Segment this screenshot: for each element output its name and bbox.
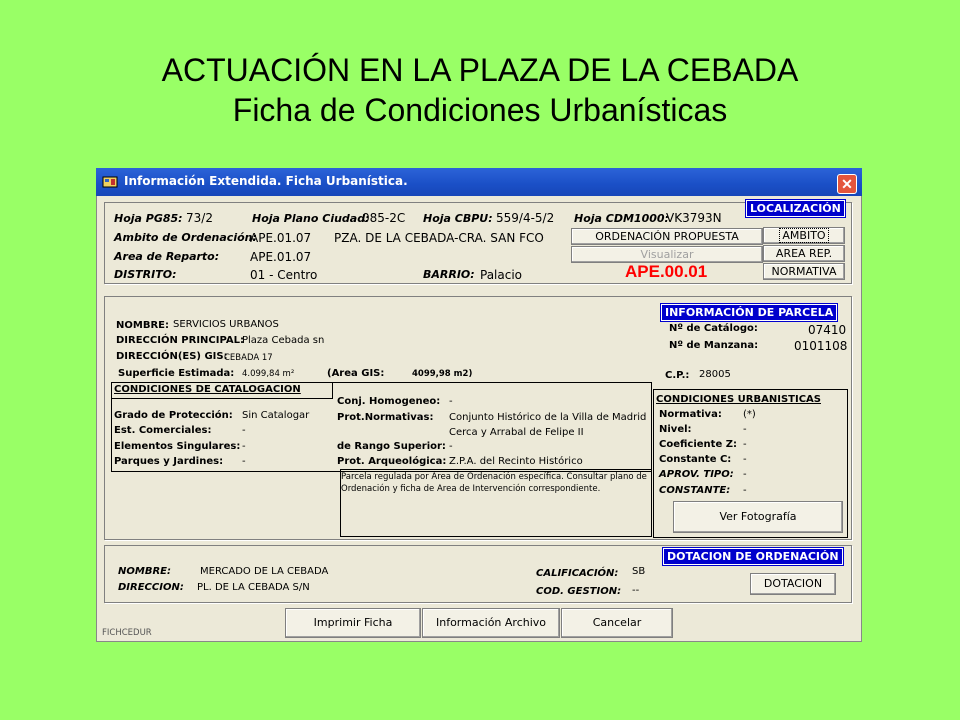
slide-title [0,50,960,130]
imprimir-ficha-button[interactable] [285,608,421,638]
parcela-header: INFORMACIÓN DE PARCELA [661,304,837,321]
cancelar-label: Cancelar [592,616,642,629]
ver-fotografia-label: Ver Fotografía [719,510,797,523]
normativa-button[interactable] [763,263,845,280]
coef-z-label: Coeficiente Z: [659,439,737,450]
parques-label: Parques y Jardines: [114,456,224,467]
dotacion-direccion-value: PL. DE LA CEBADA S/N [197,582,310,593]
manzana-value: 0101108 [794,339,848,353]
hoja-cbpu-label: Hoja CBPU: [423,212,493,225]
imprimir-ficha-label: Imprimir Ficha [313,616,393,629]
calificacion-label: CALIFICACIÓN: [536,568,619,579]
cp-value: 28005 [699,369,731,380]
direccion-principal-value: Plaza Cebada sn [242,335,325,346]
dotacion-nombre-label: NOMBRE: [118,566,171,577]
window-titlebar[interactable] [96,168,862,196]
localizacion-header: LOCALIZACIÓN [746,200,845,217]
dotacion-button-label: DOTACION [763,577,823,590]
area-rep-label: AREA REP. [775,247,833,260]
hoja-plano-label: Hoja Plano Ciudad: [252,212,370,225]
close-button[interactable] [837,174,857,194]
rango-superior-value: - [449,441,453,452]
normativa-label: NORMATIVA [771,265,837,278]
superficie-value: 4.099,84 m² [242,369,295,379]
app-icon [102,174,118,190]
normativa-value: (*) [743,409,756,420]
dotacion-nombre-value: MERCADO DE LA CEBADA [200,566,329,577]
nivel-value: - [743,424,747,435]
slide-title-line1: ACTUACIÓN EN LA PLAZA DE LA CEBADA [161,52,799,88]
ambito-label: Ambito de Ordenación: [114,231,257,244]
slide-title-line2: Ficha de Condiciones Urbanísticas [232,92,728,128]
dotacion-header: DOTACION DE ORDENACIÓN [663,548,843,565]
catalogacion-header: CONDICIONES DE CATALOGACION [114,384,301,395]
hoja-plano-value: 085-2C [362,211,406,225]
barrio-label: BARRIO: [423,268,475,281]
catalogo-label: Nº de Catálogo: [669,323,758,334]
ficha-window [96,168,862,642]
nota-line-2: Ordenación y ficha de Area de Intervención correspondiente. [341,484,601,494]
prot-normativas-label: Prot.Normativas: [337,412,434,423]
area-gis-label: (Area GIS: [327,368,385,379]
manzana-label: Nº de Manzana: [669,340,759,351]
cod-gestion-value: -- [632,585,640,596]
ordenacion-propuesta-button[interactable] [571,228,763,245]
comerciales-label: Est. Comerciales: [114,425,212,436]
dotacion-direccion-label: DIRECCION: [118,582,184,593]
nota-line-1: Parcela regulada por Area de Ordenación específica. Consultar plano de [341,472,647,482]
hoja-cbpu-value: 559/4-5/2 [496,211,555,225]
catalogacion-vertical-divider [332,382,333,398]
barrio-value: Palacio [480,268,523,282]
window-title: Información Extendida. Ficha Urbanística. [124,174,408,188]
informacion-archivo-label: Información Archivo [435,616,547,629]
prot-arqueologica-value: Z.P.A. del Recinto Histórico [449,456,583,467]
constante-label: CONSTANTE: [659,485,731,496]
catalogo-value: 07410 [808,323,847,337]
singulares-label: Elementos Singulares: [114,441,241,452]
normativa-label: Normativa: [659,409,722,420]
prot-arqueologica-label: Prot. Arqueológica: [337,456,447,467]
cod-gestion-label: COD. GESTION: [536,586,622,597]
form-status-label: FICHCEDUR [102,628,152,638]
dotacion-button[interactable] [750,573,836,595]
informacion-archivo-button[interactable] [422,608,560,638]
hoja-pg85-value: 73/2 [186,211,213,225]
visualizar-button[interactable] [571,246,763,263]
calificacion-value: SB [632,566,646,577]
rango-superior-label: de Rango Superior: [337,441,446,452]
nivel-label: Nivel: [659,424,692,435]
const-c-value: - [743,454,747,465]
ordenacion-propuesta-label: ORDENACIÓN PROPUESTA [595,230,739,243]
ambito-button[interactable] [763,227,845,244]
nombre-label: NOMBRE: [116,320,169,331]
distrito-label: DISTRITO: [114,268,177,281]
const-c-label: Constante C: [659,454,732,465]
urbanisticas-header: CONDICIONES URBANISTICAS [656,394,821,405]
parques-value: - [242,456,246,467]
conj-homogeneo-value: - [449,396,453,407]
ape-code: APE.00.01 [625,262,708,281]
ver-fotografia-button[interactable] [673,501,843,533]
area-reparto-label: Area de Reparto: [114,250,220,263]
prot-normativas-value-2: Cerca y Arrabal de Felipe II [449,427,584,438]
grado-label: Grado de Protección: [114,410,233,421]
aprov-tipo-label: APROV. TIPO: [659,469,734,480]
ambito-button-label: AMBITO [782,229,826,242]
grado-value: Sin Catalogar [242,410,310,421]
area-rep-button[interactable] [763,245,845,262]
direcciones-gis-value: CEBADA 17 [224,353,273,363]
prot-normativas-value-1: Conjunto Histórico de la Villa de Madrid [449,412,647,423]
conj-homogeneo-label: Conj. Homogeneo: [337,396,441,407]
visualizar-label: Visualizar [640,248,694,261]
comerciales-value: - [242,425,246,436]
singulares-value: - [242,441,246,452]
area-gis-value: 4099,98 m2) [412,369,473,379]
nombre-value: SERVICIOS URBANOS [173,319,279,330]
hoja-cdm-label: Hoja CDM1000: [574,212,669,225]
coef-z-value: - [743,439,747,450]
direccion-principal-label: DIRECCIÓN PRINCIPAL: [116,335,245,346]
cp-label: C.P.: [665,370,690,381]
close-icon: ✕ [841,176,853,192]
hoja-pg85-label: Hoja PG85: [114,212,183,225]
distrito-value: 01 - Centro [250,268,318,282]
aprov-tipo-value: - [743,469,747,480]
superficie-label: Superficie Estimada: [118,368,235,379]
direcciones-gis-label: DIRECCIÓN(ES) GIS: [116,351,228,362]
ambito-value: APE.01.07 [250,231,312,245]
cancelar-button[interactable] [561,608,673,638]
constante-value: - [743,485,747,496]
hoja-cdm-value: VK3793N [666,211,722,225]
area-reparto-value: APE.01.07 [250,250,312,264]
ambito-description: PZA. DE LA CEBADA-CRA. SAN FCO [334,231,544,245]
catalogacion-divider [111,398,333,399]
